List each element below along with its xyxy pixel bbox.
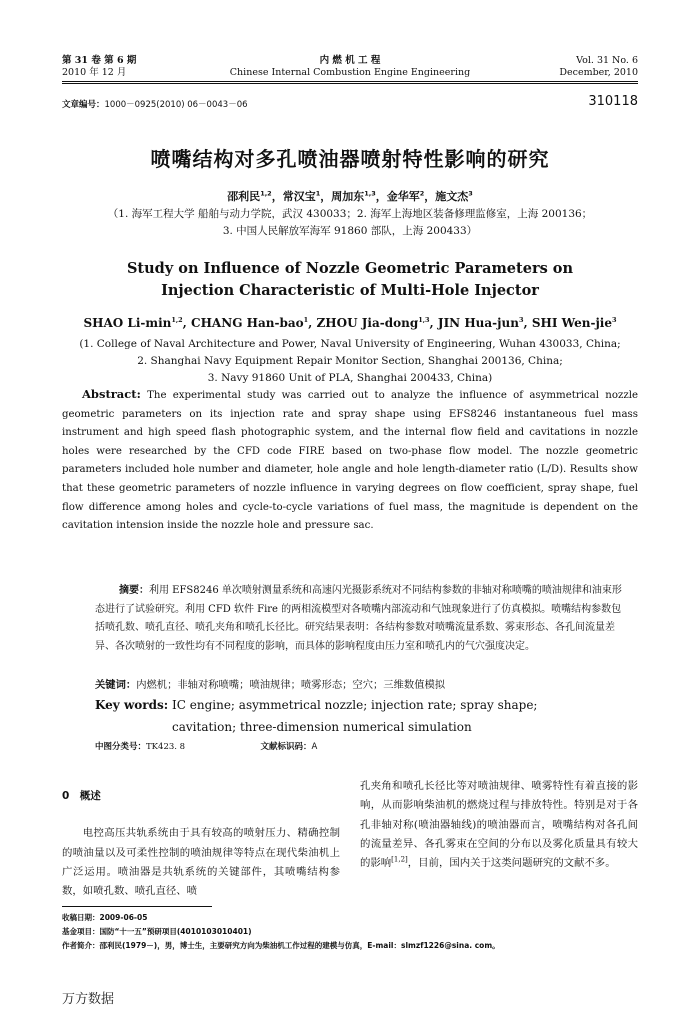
clc-value: TK423. 8 <box>146 742 186 752</box>
affiliations-cn <box>0 206 700 240</box>
title-en-line: Injection Characteristic of Multi-Hole Injector <box>161 282 539 299</box>
author-cn: 邵利民 <box>227 190 261 203</box>
footnote-received: 收稿日期：2009-06-05 <box>62 913 148 922</box>
watermark: 万方数据 <box>62 992 115 1007</box>
author-sup: 3 <box>612 316 617 324</box>
footnote-author: 作者简介：邵利民(1979－)，男，博士生，主要研究方向为柴油机工作过程的建模与仿真，E-mail：slmzf1226@sina. com。 <box>62 941 500 950</box>
volume-cn: 第 31 卷 第 6 期 <box>62 55 137 66</box>
header-rule <box>62 81 638 82</box>
author-sep: ， <box>375 190 387 203</box>
author-cn: 常汉宝 <box>282 190 316 203</box>
author-en: CHANG Han-bao <box>191 316 304 330</box>
author-sup: 1,3 <box>418 316 430 324</box>
header-rule-thin <box>62 83 638 84</box>
header-right <box>559 55 638 79</box>
author-en: SHI Wen-jie <box>531 316 612 330</box>
keywords-en-text-2: cavitation; three-dimension numerical simulation <box>172 720 472 734</box>
affil-en-line: (1. College of Naval Architecture and Power, Naval University of Engineering, Wuhan 430033, China; <box>79 338 621 350</box>
volume-en: Vol. 31 No. 6 <box>576 55 638 66</box>
author-sep: ， <box>320 190 332 203</box>
doc-code-value: A <box>311 742 318 752</box>
footnote-rule <box>62 906 212 907</box>
abstract-label: Abstract: <box>82 387 141 401</box>
keywords-cn-label: 关键词： <box>95 679 137 691</box>
article-number-value: 1000－0925(2010) 06－0043－06 <box>104 100 248 110</box>
affil-en-line: 3. Navy 91860 Unit of PLA, Shanghai 200433, China) <box>207 372 493 384</box>
abstract-cn <box>95 582 625 657</box>
section-heading: 0 概述 <box>62 790 101 802</box>
affil-en-line: 2. Shanghai Navy Equipment Repair Monitor Section, Shanghai 200136, China; <box>137 355 563 367</box>
keywords-cn <box>95 676 445 691</box>
journal-en: Chinese Internal Combustion Engine Engineering <box>229 67 471 78</box>
citation: [1,2] <box>391 855 408 864</box>
title-en-line: Study on Influence of Nozzle Geometric Parameters on <box>126 260 574 277</box>
author-sup: 2 <box>419 189 425 198</box>
keywords-en <box>95 694 537 738</box>
author-sep: , <box>308 316 317 330</box>
doc-number: 310118 <box>588 94 638 109</box>
title-cn: 喷嘴结构对多孔喷油器喷射特性影响的研究 <box>150 147 550 171</box>
keywords-en-text: IC engine; asymmetrical nozzle; injection rate; spray shape; <box>172 698 538 712</box>
author-sup: 1 <box>315 189 321 198</box>
body-column-right <box>360 777 638 873</box>
abstract-cn-text: 利用 EFS8246 单次喷射测量系统和高速闪光摄影系统对不同结构参数的非轴对称喷嘴的喷油规律和油束形态进行了试验研究。利用 CFD 软件 Fire 的两相流模型对各喷嘴内部流动和气蚀现象进行了仿真模拟。喷嘴结构参数包括喷孔数、喷孔直径、喷孔夹角和喷孔长径比。研究结果表明：各结构参数对喷嘴流量系数、雾束形态、各孔间流量差异、各次喷射的一致性均有不同程度的影响，而具体的影响程度由压力室和喷孔内的气穴强度决定。 <box>95 585 622 653</box>
author-sup: 1 <box>303 316 309 324</box>
keywords-en-label: Key words: <box>95 698 169 712</box>
clc-label: 中图分类号： <box>95 742 147 752</box>
author-cn: 施文杰 <box>435 190 469 203</box>
abstract-en <box>62 385 638 536</box>
author-cn: 周加东 <box>331 190 365 203</box>
body-left-text: 电控高压共轨系统由于具有较高的喷射压力、精确控制的喷油量以及可柔性控制的喷油规律等特点在现代柴油机上广泛运用。喷油器是共轨系统的关键部件，其喷嘴结构参数，如喷孔数、喷孔直径、喷 <box>62 827 340 898</box>
author-cn: 金华军 <box>386 190 420 203</box>
date-cn: 2010 年 12 月 <box>62 67 127 78</box>
author-sep: ， <box>271 190 283 203</box>
keywords-cn-text: 内燃机；非轴对称喷嘴；喷油规律；喷雾形态；空穴；三维数值模拟 <box>136 679 446 691</box>
affiliations-en <box>0 336 700 387</box>
author-sup: 1,2 <box>171 316 183 324</box>
body-right-text-a: 孔夹角和喷孔长径比等对喷油规律、喷雾特性有着直接的影响，从而影响柴油机的燃烧过程与排放特性。特别是对于各孔非轴对称(喷油器轴线)的喷油器而言，喷嘴结构对各孔间的流量差异、各孔雾束在空间的分布以及雾化质量具有较大的影响 <box>360 780 638 870</box>
affil-cn-line: 3. 中国人民解放军海军 91860 部队，上海 200433） <box>222 225 478 237</box>
article-number <box>62 98 248 110</box>
author-en: ZHOU Jia-dong <box>316 316 419 330</box>
body-column-left <box>62 787 340 901</box>
title-en <box>0 258 700 302</box>
journal-cn: 内 燃 机 工 程 <box>319 55 381 66</box>
author-sup: 3 <box>518 316 524 324</box>
author-sep: , <box>182 316 192 330</box>
author-sup: 1,2 <box>260 189 272 198</box>
article-number-label: 文章编号： <box>62 100 105 110</box>
abstract-cn-label: 摘要： <box>119 585 149 596</box>
abstract-text: The experimental study was carried out to analyze the influence of asymmetrical nozzle geometric parameters on its injection rate and spray shape using EFS8246 instantaneous fuel mass instrument and high speed flash photographic system, and the internal flow field and cavitations in nozzle holes were researched by the CFD code FIRE based on two-phase flow model. The nozzle geometric parameters included hole number and diameter, hole angle and hole length-diameter ratio (L/D). Results show that these geometric parameters of nozzle influence in varying degrees on flow coefficient, spray shape, fuel flow difference among holes and cycle-to-cycle variations of fuel mass, the magnitude is dependent on the cavitation intension inside the nozzle hole and pressure sac. <box>62 390 638 532</box>
author-sup: 1,3 <box>364 189 376 198</box>
author-en: SHAO Li-min <box>83 316 172 330</box>
author-sup: 3 <box>468 189 473 198</box>
author-sep: , <box>429 316 438 330</box>
author-sep: ， <box>424 190 436 203</box>
classification <box>95 740 317 752</box>
authors-cn <box>0 188 700 204</box>
date-en: December, 2010 <box>559 67 638 78</box>
author-en: JIN Hua-jun <box>437 316 519 330</box>
body-right-text-b: ，目前，国内关于这类问题研究的文献不多。 <box>407 857 616 870</box>
author-sep: , <box>523 316 532 330</box>
affil-cn-line: （1. 海军工程大学 船舶与动力学院，武汉 430033；2. 海军上海地区装备修理监修室，上海 200136； <box>107 208 593 220</box>
doc-code-label: 文献标识码： <box>260 742 312 752</box>
footnote-fund: 基金项目：国防“十一五”预研项目(4010103010401) <box>62 927 252 936</box>
authors-en <box>0 316 700 330</box>
